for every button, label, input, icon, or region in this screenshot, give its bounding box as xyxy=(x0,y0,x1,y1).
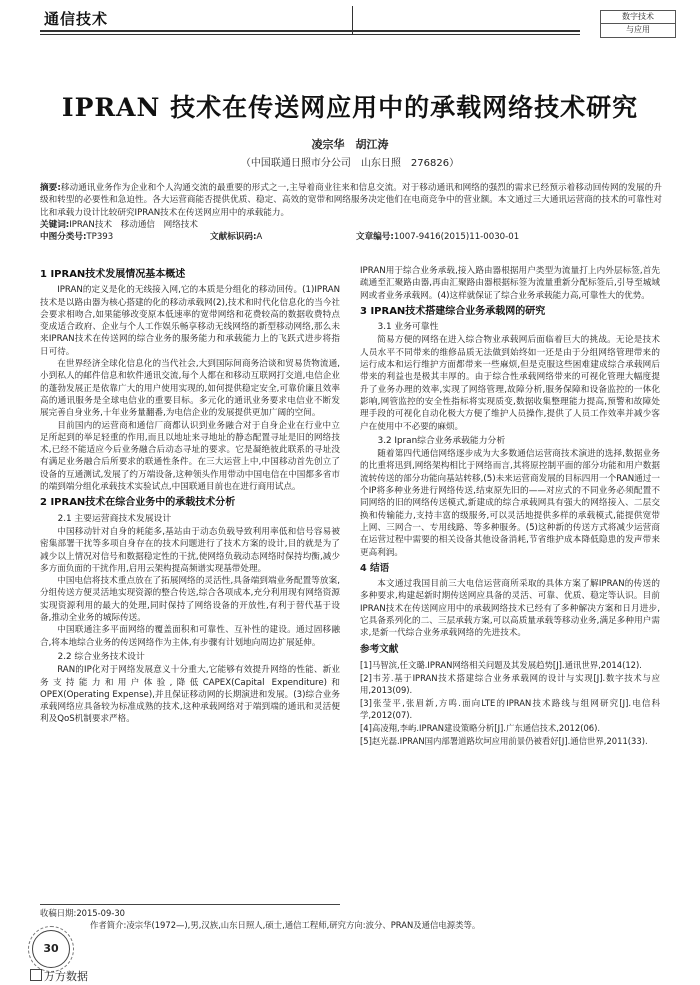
left-column xyxy=(40,265,340,726)
subsection-2-2-heading: 2.2 综合业务技术设计 xyxy=(57,651,145,662)
badge-line-1: 数字技术 xyxy=(601,11,675,24)
paragraph: 中国联通注多平面网络的覆盖面积和可靠性、互补性的建设。通过固移融合,将本地综合业务的传送网络作为主体,有步骤有计划地向周边扩展延伸。 xyxy=(40,625,340,648)
keywords-label: 关键词: xyxy=(40,220,70,231)
page-number: 30 xyxy=(32,930,70,968)
clc-value: TP393 xyxy=(86,232,114,243)
article-number-value: 1007-9416(2015)11-0030-01 xyxy=(393,232,520,243)
article-title: IPRAN 技术在传送网应用中的承载网络技术研究 xyxy=(61,93,639,122)
reference-item: [5]赵光磊.IPRAN国内部署道路坎坷应用前景仍被看好[J].通信世界,2011(33). xyxy=(360,735,648,746)
keywords xyxy=(40,219,662,231)
abstract-block xyxy=(40,182,662,243)
article-number-label: 文章编号: xyxy=(356,232,394,243)
subsection-3-1-heading: 3.1 业务可靠性 xyxy=(377,322,439,333)
reference-item: [2]韦芳.基于IPRAN技术搭建综合业务承载网的设计与实现[J].数字技术与应用,2013(09). xyxy=(360,672,660,695)
brand-footer xyxy=(30,968,88,984)
references-heading: 参考文献 xyxy=(360,643,399,655)
classification-line xyxy=(40,231,662,243)
section-label: 通信技术 xyxy=(44,10,109,28)
paragraph: RAN的IP化对于网络发展意义十分重大,它能够有效提升网络的性能、新业务支持能力和用户体验,降低CAPEX(Capital Expenditure)和OPEX(Operating Expense),并且保证移动网的长期演进和发展。(3)综合业务承载网络应具备较为标准成熟的技术,这种承载网络对于端到端的通讯和灵活便利及QoS机制要求严格。 xyxy=(40,665,340,725)
affiliation: （中国联通日照市分公司 山东日照 276826） xyxy=(240,158,460,169)
header-rule-thin xyxy=(40,34,580,35)
right-column xyxy=(360,265,660,748)
keywords-text: IPRAN技术 移动通信 网络技术 xyxy=(69,220,198,231)
clc-label: 中图分类号: xyxy=(40,232,87,243)
abstract-text: 移动通讯业务作为企业和个人沟通交流的最重要的形式之一,主导着商业往来和信息交流。对于移动通讯和网络的强烈的需求已经预示着移动回传网的发展的升级和转型的必要性和急迫性。各大运营商能否提供优质、稳定、高效的宽带和网络服务决定他们在电商竞争中的营业额。本文通过三大通讯运营商的技术的可靠性对比和承载力设计比较研究IPRAN技术在传送网应用中的承载能力。 xyxy=(40,183,662,218)
subsection-2-1-heading: 2.1 主要运营商技术发展设计 xyxy=(57,513,172,524)
paragraph: 目前国内的运营商和通信厂商都认识到业务融合对于自身企业在行业中立足所起到的举足轻重的作用,而且以地址来寻地址的静态配置寻址是旧的网络技术,已经不能适应今后业务融合后动态寻址的要求。它是凝绝彼此联系的寻址没有满足业务融合后所要求的联通性条件。在三大运营上中,中国移动首先创立了设备的互通测试,发展了约万端设备,这种领头作用带动中国电信在中国都多省市的端到端分组化承载技术实验试点,中国联通目前也在进行商用试点。 xyxy=(40,420,340,493)
paragraph: 简易方便的网络在进入综合物业承载网后面临着巨大的挑战。无论是技术人员水平不同带来的维修品质无法做到始终如一还是由于分组网络管理带来的运行成本和运行维护方面都带来一些麻烦,但是克服这些困难建成综合承载网后带来的利益也是极其丰厚的。由于综合性承载网络带来的可视化管理大幅度提升了业务办理的效率,实现了网络管理,故障分析,服务保障和设备监控的一体化影响,网管监控的安全性指标将实现质变,数据收集整理能力提高,预警和故障处理手段的可视化自动化极大方便了维护人员操作,提供了人员工作效率并减少客户在使用中不必要的麻烦。 xyxy=(360,335,660,432)
badge-line-2: 与应用 xyxy=(626,25,650,34)
section-3-heading: 3 IPRAN技术搭建综合业务承载网的研究 xyxy=(360,305,546,317)
paragraph: 本文通过我国目前三大电信运营商所采取的具体方案了解IPRAN的传送的多种要求,构建起新时期传送网应具备的灵活、可靠、优质、稳定等认识。目前IPRAN技术在传送网应用中的承载网络技术已经有了多种解决方案和日月进步,它具备系列化的二、三层承载方案,可以高质量承载等移动业务,满足多种用户需求,是新一代综合业务承载网络的先进技术。 xyxy=(360,579,660,639)
header-divider xyxy=(352,6,353,34)
reference-item: [3]张莹平,张眉新,方鸣.面向LTE的IPRAN技术路线与组网研究[J].电信科学,2012(07). xyxy=(360,697,660,720)
received-date: 收稿日期:2015-09-30 xyxy=(40,908,125,918)
reference-item: [1]马智滨,任文璐.IPRAN网络相关问题及其发展趋势[J].通讯世界,2014(12). xyxy=(360,659,642,670)
abstract-label: 摘要: xyxy=(40,183,61,193)
brand-text: 万方数据 xyxy=(44,970,88,983)
reference-item: [4]高凌翔,李屿.IPRAN建设策略分析[J].广东通信技术,2012(06). xyxy=(360,722,601,733)
abstract xyxy=(40,182,662,219)
doc-code-value: A xyxy=(256,232,263,243)
header-rule xyxy=(40,30,580,32)
subsection-3-2-heading: 3.2 Ipran综合业务承载能力分析 xyxy=(377,435,506,446)
paragraph: 中国电信将技术重点放在了拓展网络的灵活性,具备端到端业务配置等放案,分组传送方便灵活地实现资源的整合传送,综合各项成本,充分利用现有网络资源实现资源利用的最大的处理,同时保持了网络设备的开放性,有利于替代基于设备,推动全业务的城际传送。 xyxy=(40,576,340,624)
journal-badge xyxy=(600,10,676,38)
paragraph: IPRAN用于综合业务承载,接入路由器根据用户类型为流量打上内外层标签,首先疏通至汇聚路由器,再由汇聚路由器根据标签为流量重新分配标签后,引导至城域网或者业务承载网。(4)这样就保证了综合业务承载能力高,可靠性大的优势。 xyxy=(360,266,660,301)
footnote-rule xyxy=(40,904,340,905)
authors: 凌宗华 胡江涛 xyxy=(311,138,389,151)
paragraph: 在世界经济全球化信息化的当代社会,大到国际间商务洽谈和贸易货物流通,小到私人的邮件信息和软件通讯交流,每个人都在和移动互联网打交道,电信企业的蓬勃发展正是依靠广大的用户使用实现的,如何提供稳定安全,可靠价廉且效率高的通讯服务是全球电信业的重要目标。多元化的通讯业务要求电信业不断发展完善自身业务,十年业务量翻番,为电信企业的发展提供更加广阔的空间。 xyxy=(40,359,340,419)
section-2-heading: 2 IPRAN技术在综合业务中的承载技术分析 xyxy=(40,497,236,509)
author-note: 作者简介:凌宗华(1972—),男,汉族,山东日照人,硕士,通信工程师,研究方向:波分、PRAN及通信电源类等。 xyxy=(90,920,481,930)
doc-code-label: 文献标识码: xyxy=(210,232,257,243)
paragraph: 随着第四代通信网络逐步成为大多数通信运营商技术演进的选择,数据业务的比重将迅到,网络架构相比于网络而言,其将原控制平面的部分功能和用户数据流转传送的部分功能向基站转移,(5)未来运营商发展的目标四用一个RAN通过一个IP将多种业务进行网络传送,结束原先旧的——对应式的不同业务必须配置不同网络的旧的网络传送模式,新建成的综合承载网具有强大的网络接入、二层交换和传输能力,支持丰富的级服务,可以灵活地提供多样的承载模式,能提供宽带上网、三网合一、专用线路、等多种服务。(5)这种新的传送方式将减少运营商在运营过程中需要的相关设备其他设备消耗,节省维护成本降低隐患的发声带来更高利润。 xyxy=(360,449,660,558)
section-1-heading: 1 IPRAN技术发展情况基本概述 xyxy=(40,269,186,280)
paragraph: IPRAN的定义是化的无线接入网,它的本质是分组化的移动回传。(1)IPRAN技术是以路由器为核心搭建的化的移动承载网(2),技术和时代化信息化的当今社会要求相吻合,如果能够改变原本低速率的宽带网络和花费较高的数据收费特点变成适合政府、企业与个人工作娱乐畅享移动无线网络的新型移动网络,那么未来IPRAN技术在传送网的综合业务的服务能力和承载能力上的飞跃式进步将指日可待。 xyxy=(40,285,340,357)
wanfang-logo-icon xyxy=(30,969,42,981)
section-4-heading: 4 结语 xyxy=(360,562,390,574)
paragraph: 中国移动针对自身的耗能多,基站由于动态负载导致利用率低和信号容易被密集部署干扰等多项自身存在的技术问题进行了技术方案的设计,目的就是为了减少以上情况对信号和数据稳定性的干扰,使网络负载动态网络时保持均衡,减少多方面负面的干扰作用,启用云架构提高频谱实现基带处理。 xyxy=(40,526,340,574)
